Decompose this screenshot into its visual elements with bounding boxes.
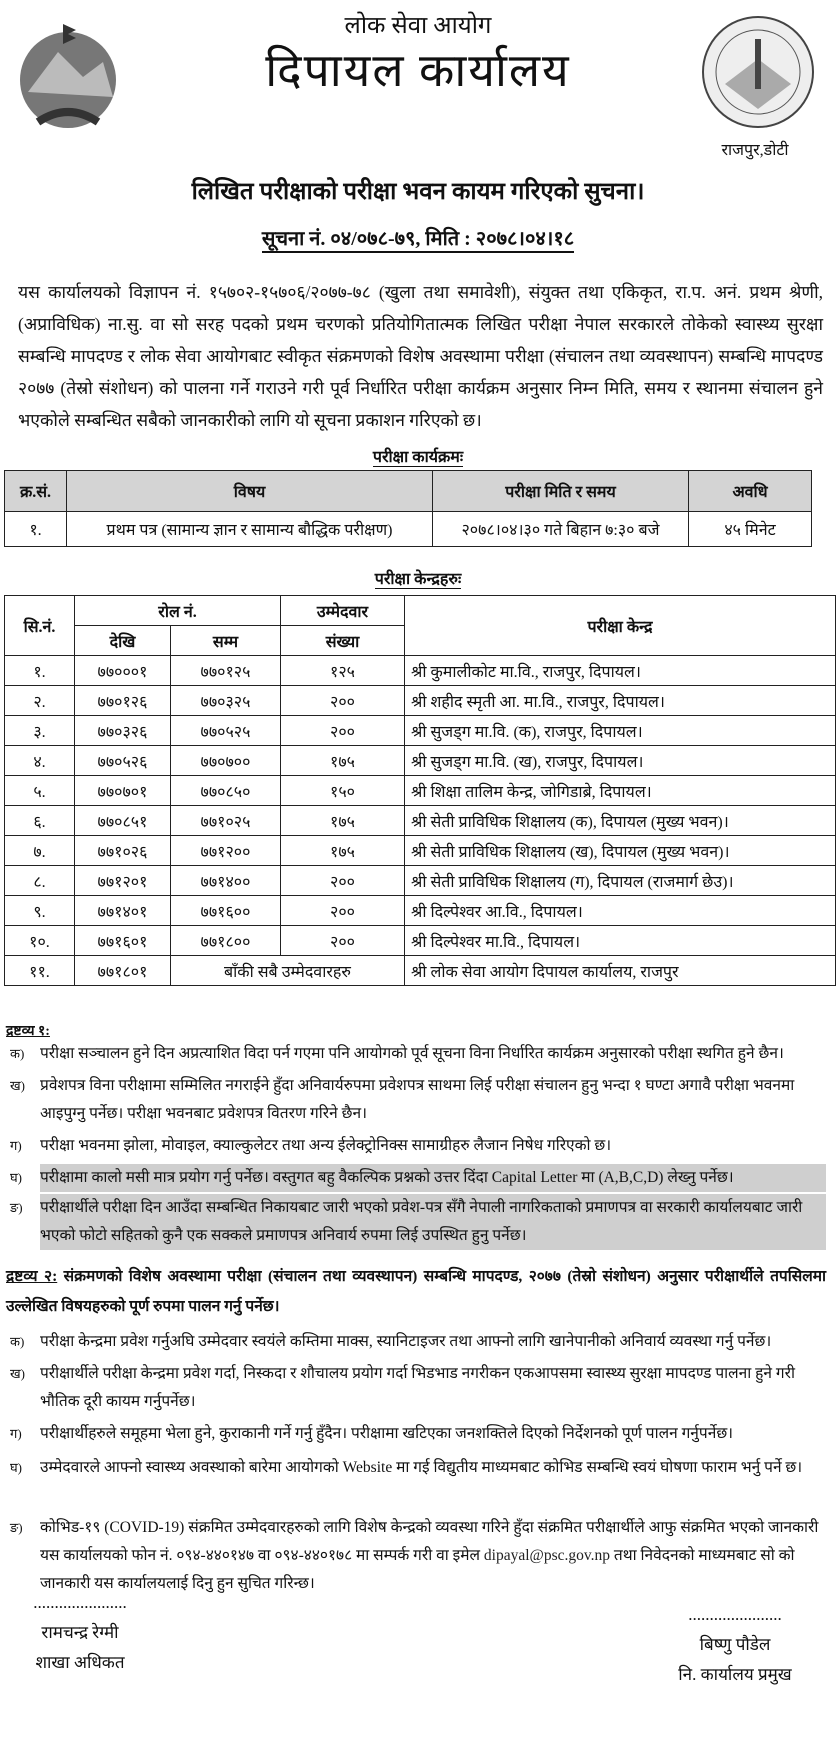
cell: १७५ <box>281 806 405 836</box>
cell: ७७०३२५ <box>171 686 281 716</box>
note-label: ख) <box>10 1078 25 1093</box>
note-item <box>6 1164 826 1192</box>
col-header: रोल नं. <box>75 596 281 626</box>
schedule-heading <box>0 445 836 467</box>
notice-number-text: सूचना नं. ०४/०७८-७९, मिति : २०७८।०४।१८ <box>262 228 574 253</box>
schedule-table <box>4 470 812 547</box>
cell: १५० <box>281 776 405 806</box>
centers-heading <box>0 567 836 589</box>
note2-label: द्रष्टव्य २: <box>6 1268 58 1285</box>
note-label: घ) <box>10 1170 23 1185</box>
col-header: सम्म <box>171 626 281 656</box>
table-row <box>5 716 836 746</box>
cell: २०० <box>281 866 405 896</box>
note-text: उम्मेदवारले आफ्नो स्वास्थ्य अवस्थाको बारेमा आयोगको Website मा गई विद्युतीय माध्यमबाट कोभिड सम्बन्धि स्वयं घोषणा फाराम भर्नु पर्ने छ। <box>40 1459 803 1476</box>
note-label: ङ) <box>10 1200 23 1215</box>
note-label: घ) <box>10 1460 23 1475</box>
note1-heading: द्रष्टव्य १: <box>6 1024 50 1039</box>
table-row <box>5 776 836 806</box>
cell: ७७१२०१ <box>75 866 171 896</box>
right-signature <box>660 1600 810 1690</box>
cell: ७७१४०० <box>171 866 281 896</box>
col-header: संख्या <box>281 626 405 656</box>
table-row <box>5 836 836 866</box>
notice-title: लिखित परीक्षाको परीक्षा भवन कायम गरिएको सुचना। <box>191 179 645 205</box>
cell: ७७०७०१ <box>75 776 171 806</box>
col-header: विषय <box>67 471 433 512</box>
cell: ७. <box>5 836 75 866</box>
col-header: परीक्षा मिति र समय <box>433 471 689 512</box>
note-label: ख) <box>10 1366 25 1381</box>
note-item <box>6 1514 826 1598</box>
cell: ५. <box>5 776 75 806</box>
cell: श्री शिक्षा तालिम केन्द्र, जोगिडाब्रे, दिपायल। <box>405 776 836 806</box>
cell: २०० <box>281 896 405 926</box>
cell: ७७१०२६ <box>75 836 171 866</box>
cell: श्री कुमालीकोट मा.वि., राजपुर, दिपायल। <box>405 656 836 686</box>
table-row <box>5 956 836 986</box>
note-text: परीक्षार्थीले परीक्षा केन्द्रमा प्रवेश गर्दा, निस्कदा र शौचालय प्रयोग गर्दा भिडभाड नगरीकन एकआपसमा स्वास्थ्य सुरक्षा मापदण्ड पालना हुने गरी भौतिक दूरी कायम गर्नुपर्नेछ। <box>40 1365 795 1410</box>
note-item <box>6 1194 826 1250</box>
centers-heading-text: परीक्षा केन्द्रहरुः <box>374 571 462 588</box>
cell: ७७०३२६ <box>75 716 171 746</box>
signature-dots: ...................... <box>688 1605 782 1624</box>
left-signature <box>20 1588 140 1678</box>
cell: प्रथम पत्र (सामान्य ज्ञान र सामान्य बौद्धिक परीक्षण) <box>67 512 433 547</box>
centers-table <box>4 595 836 986</box>
organization-name: लोक सेवा आयोग <box>344 13 492 39</box>
note-text: कोभिड-१९ (COVID-19) संक्रमित उम्मेदवारहरुको लागि विशेष केन्द्रको व्यवस्था गरिने हुँदा संक्रमित परीक्षार्थीले आफु संक्रमित भएको जानकारी यस कार्यालयको फोन नं. ०९४-४४०१४७ वा ०९४-४४०१७८ मा सम्पर्क गरी वा इमेल dipayal@psc.gov.np तथा निवेदनको माध्यमबाट सो को जानकारी यस कार्यालयलाई दिनु हुन सुचित गरिन्छ। <box>40 1519 819 1592</box>
table-row <box>5 512 812 547</box>
note-label: क) <box>10 1046 25 1061</box>
cell: ७७१८०० <box>171 926 281 956</box>
table-row <box>5 926 836 956</box>
cell: ९. <box>5 896 75 926</box>
cell: ११. <box>5 956 75 986</box>
note-text: परीक्षा केन्द्रमा प्रवेश गर्नुअघि उम्मेदवार स्वयंले कम्तिमा माक्स, स्यानिटाइजर तथा आफ्नो लागि खानेपानीको अनिवार्य व्यवस्था गर्नु पर्नेछ। <box>40 1333 772 1350</box>
note-label: क) <box>10 1334 25 1349</box>
note-label: ग) <box>10 1426 22 1441</box>
note-text: परीक्षामा कालो मसी मात्र प्रयोग गर्नु पर्नेछ। वस्तुगत बहु वैकल्पिक प्रश्नको उत्तर दिंदा Capital Letter मा (A,B,C,D) लेख्नु पर्नेछ। <box>40 1164 826 1192</box>
table-row <box>5 746 836 776</box>
cell: २०७८।०४।३० गते बिहान ७:३० बजे <box>433 512 689 547</box>
col-header: देखि <box>75 626 171 656</box>
table-row <box>5 806 836 836</box>
cell: श्री सुजड्ग मा.वि. (ख), राजपुर, दिपायल। <box>405 746 836 776</box>
cell: १. <box>5 656 75 686</box>
office-location: राजपुर,डोटी <box>721 142 789 159</box>
signatory-name: रामचन्द्र रेग्मी <box>41 1623 119 1642</box>
cell: ७७०१२६ <box>75 686 171 716</box>
table-row <box>5 656 836 686</box>
cell: १०. <box>5 926 75 956</box>
cell: ७७०७०० <box>171 746 281 776</box>
cell: १. <box>5 512 67 547</box>
cell: श्री शहीद स्मृती आ. मा.वि., राजपुर, दिपायल। <box>405 686 836 716</box>
signatory-title: शाखा अधिकत <box>35 1653 125 1672</box>
note2-text: संक्रमणको विशेष अवस्थामा परीक्षा (संचालन तथा व्यवस्थापन) सम्बन्धि मापदण्ड, २०७७ (तेस्रो संशोधन) अनुसार परीक्षार्थीले तपसिलमा उल्लेखित विषयहरुको पूर्ण रुपमा पालन गर्नु पर्नेछ। <box>6 1268 826 1315</box>
cell: २०० <box>281 926 405 956</box>
cell: श्री सेती प्राविधिक शिक्षालय (ख), दिपायल (मुख्य भवन)। <box>405 836 836 866</box>
email-link[interactable]: dipayal@psc.gov.np <box>483 1547 610 1564</box>
signatory-name: बिष्णु पौडेल <box>699 1635 771 1654</box>
cell: ७७०००१ <box>75 656 171 686</box>
table-row <box>5 866 836 896</box>
cell: १२५ <box>281 656 405 686</box>
cell: ७७०८५० <box>171 776 281 806</box>
cell: ७७०१२५ <box>171 656 281 686</box>
cell: २०० <box>281 716 405 746</box>
cell: ७७०५२६ <box>75 746 171 776</box>
note2-heading <box>6 1262 826 1322</box>
cell: २०० <box>281 686 405 716</box>
cell: ७७१८०१ <box>75 956 171 986</box>
cell: ७७०५२५ <box>171 716 281 746</box>
notice-number <box>0 224 836 251</box>
cell: ७७१६०१ <box>75 926 171 956</box>
col-header: उम्मेदवार <box>281 596 405 626</box>
cell: ४. <box>5 746 75 776</box>
cell: बाँकी सबै उम्मेदवारहरु <box>171 956 405 986</box>
cell: श्री सुजड्ग मा.वि. (क), राजपुर, दिपायल। <box>405 716 836 746</box>
cell: श्री सेती प्राविधिक शिक्षालय (क), दिपायल (मुख्य भवन)। <box>405 806 836 836</box>
col-header: सि.नं. <box>5 596 75 656</box>
note-item <box>6 1040 826 1068</box>
office-name: दिपायल कार्यालय <box>265 45 571 96</box>
signature-dots: ...................... <box>33 1593 127 1612</box>
schedule-heading-text: परीक्षा कार्यक्रमः <box>372 449 464 466</box>
cell: ४५ मिनेट <box>689 512 812 547</box>
cell: १७५ <box>281 746 405 776</box>
note-text: प्रवेशपत्र विना परीक्षामा सम्मिलित नगराईने हुँदा अनिवार्यरुपमा प्रवेशपत्र साथमा लिई परीक्षा संचालन हुनु भन्दा १ घण्टा अगावै परीक्षा भवनमा आइपुग्नु पर्नेछ। परीक्षा भवनबाट प्रवेशपत्र वितरण गरिने छैन। <box>40 1077 795 1122</box>
note-item <box>6 1072 826 1128</box>
col-header: क्र.सं. <box>5 471 67 512</box>
cell: ७७१६०० <box>171 896 281 926</box>
cell: ७७०८५१ <box>75 806 171 836</box>
table-row <box>5 896 836 926</box>
signatory-title: नि. कार्यालय प्रमुख <box>678 1665 792 1684</box>
note-item <box>6 1328 826 1356</box>
note-item <box>6 1360 826 1416</box>
cell: श्री दिल्पेश्वर आ.वि., दिपायल। <box>405 896 836 926</box>
note-label: ङ) <box>10 1520 23 1535</box>
intro-paragraph: यस कार्यालयको विज्ञापन नं. १५७०२-१५७०६/२०७७-७८ (खुला तथा समावेशी), संयुक्त तथा एकिकृत, रा.प. अनं. प्रथम श्रेणी, (अप्राविधिक) ना.सु. वा सो सरह पदको प्रथम चरणको प्रतियोगितात्मक लिखित परीक्षा नेपाल सरकारले तोकेको स्वास्थ्य सुरक्षा सम्बन्धि मापदण्ड र लोक सेवा आयोगबाट स्वीकृत संक्रमणको विशेष अवस्थामा परीक्षा (संचालन तथा व्यवस्थापन) सम्बन्धि मापदण्ड २०७७ (तेस्रो संशोधन) को पालना गर्ने गराउने गरी पूर्व निर्धारित परीक्षा कार्यक्रम अनुसार निम्न मिति, समय र स्थानमा संचालन हुने भएकोले सम्बन्धित सबैको जानकारीको लागि यो सूचना प्रकाशन गरिएको छ। <box>18 282 823 430</box>
note-item <box>6 1132 826 1160</box>
cell: ८. <box>5 866 75 896</box>
note-text: परीक्षार्थीले परीक्षा दिन आउँदा सम्बन्धित निकायबाट जारी भएको प्रवेश-पत्र सँगै नेपाली नागरिकताको प्रमाणपत्र वा सरकारी कार्यालयबाट जारी भएको फोटो सहितको कुनै एक सक्कले प्रमाणपत्र अनिवार्य रुपमा लिई उपस्थित हुनु पर्नेछ। <box>40 1194 826 1250</box>
cell: श्री लोक सेवा आयोग दिपायल कार्यालय, राजपुर <box>405 956 836 986</box>
note-label: ग) <box>10 1138 22 1153</box>
cell: श्री सेती प्राविधिक शिक्षालय (ग), दिपायल (राजमार्ग छेउ)। <box>405 866 836 896</box>
cell: ७७१०२५ <box>171 806 281 836</box>
note-item <box>6 1454 826 1482</box>
note-text: परीक्षा सञ्चालन हुने दिन अप्रत्याशित विदा पर्न गएमा पनि आयोगको पूर्व सूचना विना निर्धारित कार्यक्रम अनुसारको परीक्षा स्थगित हुने छैन। <box>40 1045 784 1062</box>
note-text: परीक्षार्थीहरुले समूहमा भेला हुने, कुराकानी गर्ने गर्नु हुँदैन। परीक्षामा खटिएका जनशक्तिले दिएको निर्देशनको पूर्ण पालन गर्नुपर्नेछ। <box>40 1425 734 1442</box>
cell: २. <box>5 686 75 716</box>
cell: ७७१२०० <box>171 836 281 866</box>
table-row <box>5 686 836 716</box>
col-header: अवधि <box>689 471 812 512</box>
cell: ६. <box>5 806 75 836</box>
col-header: परीक्षा केन्द्र <box>405 596 836 656</box>
cell: १७५ <box>281 836 405 866</box>
cell: श्री दिल्पेश्वर मा.वि., दिपायल। <box>405 926 836 956</box>
cell: ३. <box>5 716 75 746</box>
cell: ७७१४०१ <box>75 896 171 926</box>
note-text: परीक्षा भवनमा झोला, मोवाइल, क्याल्कुलेटर तथा अन्य ईलेक्ट्रोनिक्स सामाग्रीहरु लैजान निषेध गरिएको छ। <box>40 1137 612 1154</box>
note-item <box>6 1420 826 1448</box>
